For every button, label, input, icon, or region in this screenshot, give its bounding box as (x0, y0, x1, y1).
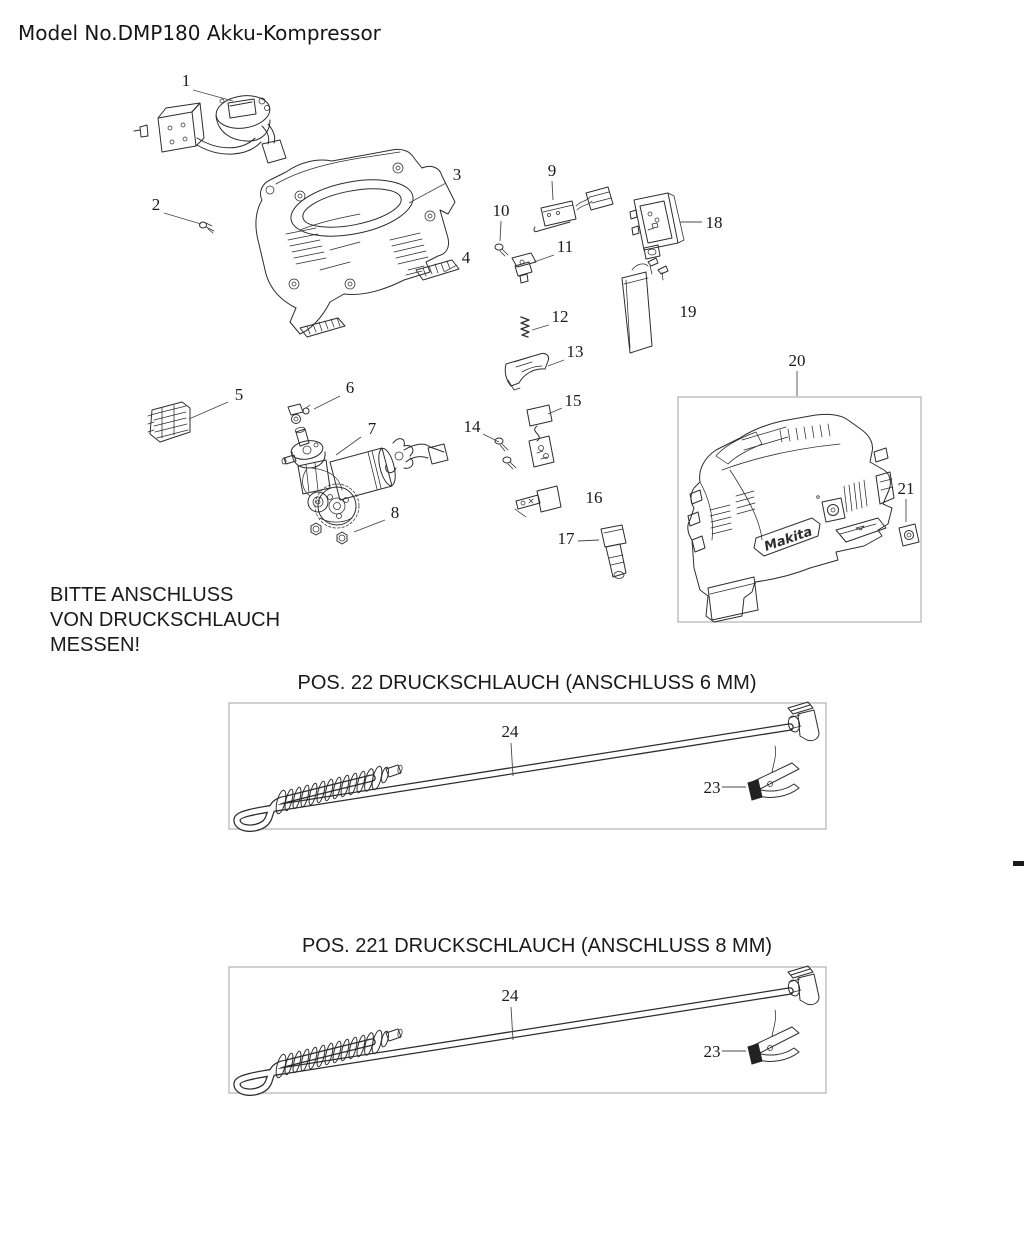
part-10-drawing (495, 244, 508, 256)
note-line-2: VON DRUCKSCHLAUCH (50, 609, 281, 631)
leader-line-17 (578, 540, 599, 541)
hose-assembly-2 (237, 966, 819, 1092)
part-label-18: 18 (705, 213, 723, 232)
part-14-drawing (495, 438, 516, 469)
leader-line-6 (314, 396, 340, 409)
part-label-24: 24 (501, 986, 519, 1005)
part-20-frame (678, 397, 921, 622)
part-number-labels (152, 71, 915, 1061)
part-label-15: 15 (564, 391, 582, 410)
part-7-drawing (282, 426, 448, 528)
hose-assembly (237, 702, 819, 828)
leader-line-9 (552, 181, 553, 200)
leader-line-13 (548, 360, 564, 366)
note-line-1: BITTE ANSCHLUSS (50, 584, 234, 606)
part-label-17: 17 (557, 529, 575, 548)
note-line-3: MESSEN! (50, 634, 141, 656)
part-17-drawing (601, 525, 626, 579)
part-label-5: 5 (234, 385, 244, 404)
part-2-drawing (200, 222, 215, 233)
leader-line-5 (189, 402, 228, 419)
part-label-4: 4 (461, 248, 471, 267)
part-label-9: 9 (547, 161, 557, 180)
part-label-6: 6 (345, 378, 355, 397)
leader-line-10 (500, 221, 501, 241)
leader-line-12 (532, 325, 549, 330)
part-label-2: 2 (151, 195, 161, 214)
leader-line-1 (193, 90, 233, 101)
part-label-16: 16 (585, 488, 603, 507)
part-20-drawing (688, 414, 894, 622)
leader-line-8 (354, 520, 385, 532)
part-label-10: 10 (492, 201, 510, 220)
part-3-drawing (256, 149, 455, 334)
section-heading-pos221: POS. 221 DRUCKSCHLAUCH (ANSCHLUSS 8 MM) (301, 935, 773, 957)
leader-line-3 (409, 183, 446, 203)
leader-line-2 (164, 213, 201, 224)
part-21-drawing (899, 524, 919, 546)
makita-logo: Makita (762, 524, 815, 555)
part-6-drawing (288, 404, 310, 424)
page-title: Model No.DMP180 Akku-Kompressor (18, 21, 381, 45)
part-label-13: 13 (566, 342, 584, 361)
part-label-24: 24 (501, 722, 519, 741)
part-9-drawing (534, 187, 613, 232)
part-label-19: 19 (679, 302, 697, 321)
leader-line-11 (534, 255, 554, 262)
part-16-drawing (515, 486, 561, 517)
leader-line-4 (444, 265, 457, 272)
part-12-drawing (521, 317, 529, 337)
part-label-21: 21 (897, 479, 915, 498)
part-label-1: 1 (181, 71, 191, 90)
part-5-drawing (148, 402, 190, 442)
clip-part-23 (748, 746, 799, 800)
part-label-12: 12 (551, 307, 569, 326)
part-label-7: 7 (367, 419, 377, 438)
part-label-11: 11 (556, 237, 574, 256)
part-11-drawing (512, 253, 536, 283)
page-edge-artifact (1013, 861, 1024, 866)
part-label-14: 14 (463, 417, 481, 436)
leader-line-7 (336, 437, 361, 455)
part-18-drawing (630, 193, 684, 259)
part-1-drawing (134, 92, 286, 163)
part-label-23: 23 (703, 778, 721, 797)
hose-valve-fitting (787, 702, 819, 741)
part-4-drawing (300, 260, 459, 337)
part-19-drawing (622, 258, 668, 353)
part-15-drawing (527, 405, 554, 467)
part-label-8: 8 (390, 503, 400, 522)
part-label-20: 20 (788, 351, 806, 370)
part-label-23: 23 (703, 1042, 721, 1061)
part-13-drawing (505, 353, 548, 390)
section-heading-pos22: POS. 22 DRUCKSCHLAUCH (ANSCHLUSS 6 MM) (297, 672, 757, 694)
part-label-3: 3 (452, 165, 462, 184)
